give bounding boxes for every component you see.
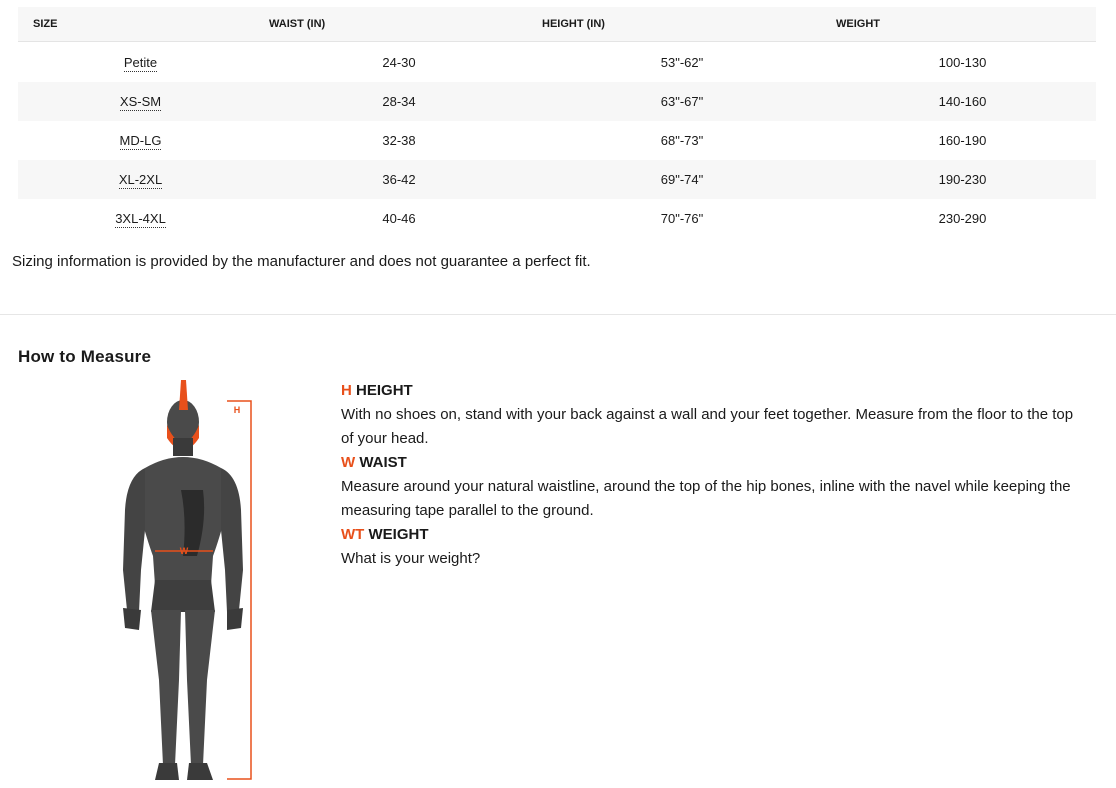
height-abbr: H xyxy=(341,382,352,399)
table-row xyxy=(18,42,1096,83)
header-waist: WAIST (IN) xyxy=(263,7,535,42)
height-cell: 69"-74" xyxy=(535,160,829,199)
instruction-heading-height xyxy=(341,379,1081,403)
size-cell[interactable]: 3XL-4XL xyxy=(115,211,166,226)
size-cell[interactable]: XS-SM xyxy=(119,94,162,109)
table-row xyxy=(18,199,1096,238)
height-instructions: With no shoes on, stand with your back against a wall and your feet together. Measure from the floor to the top of your head. xyxy=(341,406,1074,447)
size-cell[interactable]: Petite xyxy=(123,54,158,70)
instruction-heading-weight xyxy=(341,523,1081,547)
weight-cell: 160-190 xyxy=(938,133,987,148)
waist-cell: 28-34 xyxy=(263,82,535,121)
table-row xyxy=(18,160,1096,199)
weight-heading: WEIGHT xyxy=(368,526,429,543)
weight-abbr: WT xyxy=(341,526,365,543)
height-cell: 70"-76" xyxy=(660,211,704,226)
height-cell: 53"-62" xyxy=(660,54,704,70)
measure-instructions xyxy=(341,379,1081,571)
weight-cell: 140-160 xyxy=(829,82,1096,121)
body-measurement-figure xyxy=(115,380,260,785)
table-row xyxy=(18,82,1096,121)
weight-cell: 190-230 xyxy=(829,160,1096,199)
weight-cell: 230-290 xyxy=(938,211,987,226)
human-silhouette-icon xyxy=(123,380,243,780)
header-size: SIZE xyxy=(18,7,263,42)
height-cell: 63"-67" xyxy=(535,82,829,121)
weight-cell: 100-130 xyxy=(938,54,987,70)
size-cell[interactable]: XL-2XL xyxy=(118,172,163,187)
waist-label: W xyxy=(179,546,189,556)
height-heading: HEIGHT xyxy=(356,382,413,399)
height-cell: 68"-73" xyxy=(660,133,704,148)
waist-cell: 40-46 xyxy=(382,211,416,226)
waist-instructions: Measure around your natural waistline, around the top of the hip bones, inline with the navel while keeping the measuring tape parallel to the ground. xyxy=(341,478,1071,519)
height-label: H xyxy=(233,405,241,415)
waist-cell: 36-42 xyxy=(263,160,535,199)
header-weight: WEIGHT xyxy=(829,7,1096,42)
waist-heading: WAIST xyxy=(359,454,407,471)
size-chart-table xyxy=(18,7,1096,238)
waist-cell: 24-30 xyxy=(382,54,416,70)
sizing-disclaimer: Sizing information is provided by the manufacturer and does not guarantee a perfect fit. xyxy=(12,253,591,270)
section-divider xyxy=(0,314,1116,315)
waist-abbr: W xyxy=(341,454,356,471)
instruction-heading-waist xyxy=(341,451,1081,475)
size-chart-header xyxy=(18,7,1096,42)
size-cell[interactable]: MD-LG xyxy=(119,133,162,148)
waist-cell: 32-38 xyxy=(382,133,416,148)
weight-instructions: What is your weight? xyxy=(341,550,481,567)
how-to-measure-title: How to Measure xyxy=(18,347,152,366)
table-row xyxy=(18,121,1096,160)
header-height: HEIGHT (IN) xyxy=(535,7,829,42)
